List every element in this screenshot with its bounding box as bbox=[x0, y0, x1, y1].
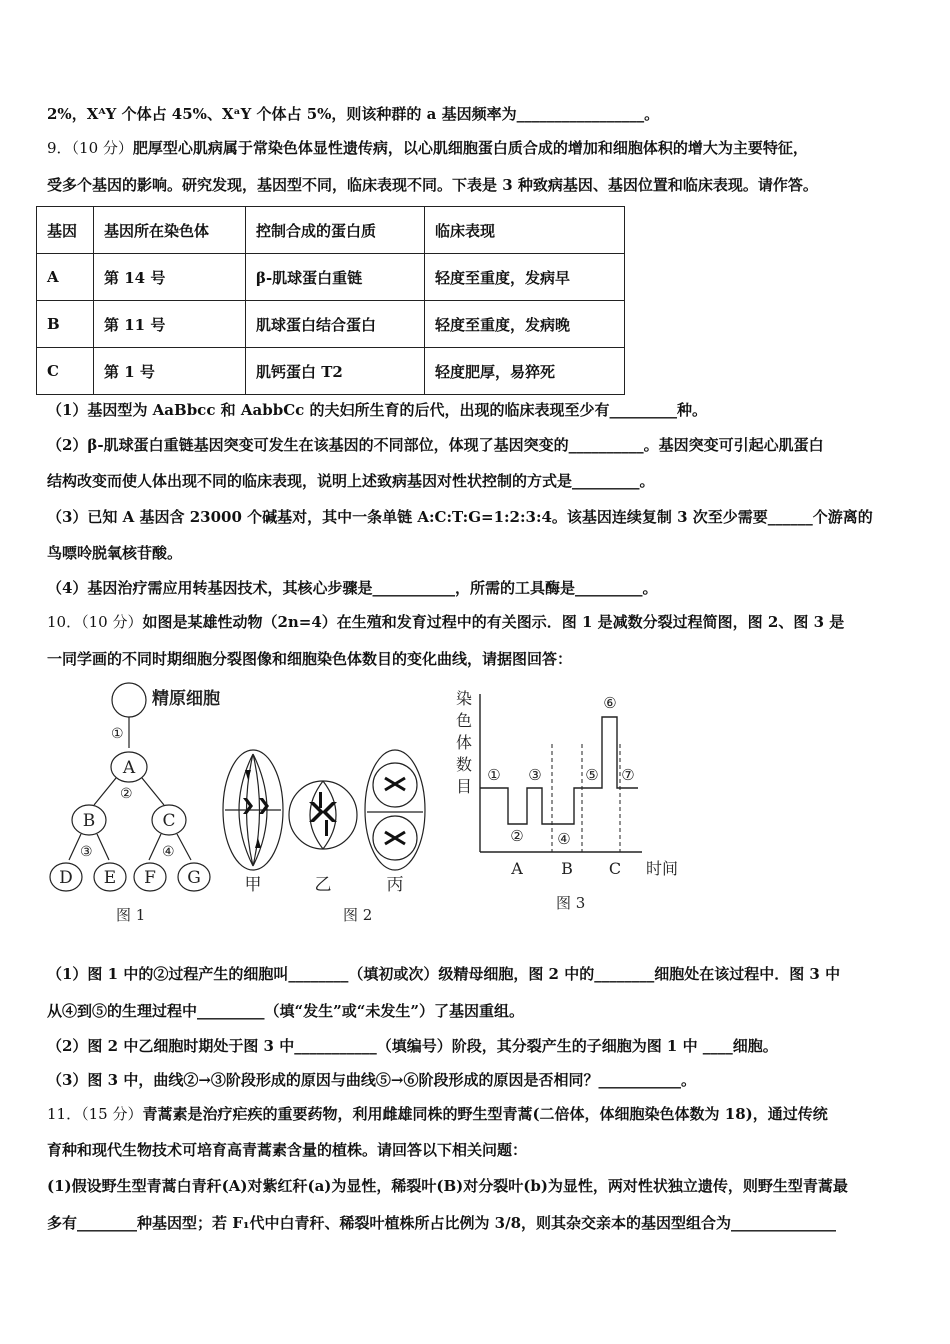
table-header-cell: 基因所在染色体 bbox=[94, 207, 246, 254]
stage-label: ⑤ bbox=[585, 766, 599, 784]
x-tick-label: C bbox=[608, 859, 622, 878]
arrow-line bbox=[94, 778, 116, 805]
chromosome bbox=[255, 838, 261, 848]
y-axis-label-char: 目 bbox=[456, 777, 473, 796]
table-cell: 第 1 号 bbox=[94, 348, 246, 395]
node-label: F bbox=[144, 868, 156, 888]
table-cell: 轻度至重度，发病早 bbox=[425, 254, 625, 301]
y-axis-label-char: 体 bbox=[456, 733, 473, 752]
q9-sub1: （1）基因型为 AaBbcc 和 AabbCc 的夫妇所生育的后代，出现的临床表现至少有_________种。 bbox=[47, 401, 708, 419]
q10-number: 10．（10 分） bbox=[47, 613, 143, 631]
cell-yi bbox=[289, 781, 357, 849]
x-tick-label: B bbox=[561, 859, 573, 878]
q9-sub2-line1: （2）β-肌球蛋白重链基因突变可发生在该基因的不同部位，体现了基因突变的__________。基因突变可引起心肌蛋白 bbox=[47, 436, 824, 454]
q9-sub3-line2: 鸟嘌呤脱氧核苷酸。 bbox=[47, 544, 183, 562]
fig1-step-label: ③ bbox=[80, 844, 93, 860]
q10-stem-line2: 一同学画的不同时期细胞分裂图像和细胞染色体数目的变化曲线，请据图回答： bbox=[47, 650, 573, 668]
spermatogonium-node bbox=[112, 683, 146, 717]
q9-sub2-line2: 结构改变而使人体出现不同的临床表现，说明上述致病基因对性状控制的方式是_________。 bbox=[47, 472, 655, 490]
stage-label: ③ bbox=[528, 766, 542, 784]
table-cell: B bbox=[37, 301, 94, 348]
table-cell: C bbox=[37, 348, 94, 395]
y-axis-label-char: 染 bbox=[456, 689, 473, 708]
x-axis-label: 时间 bbox=[645, 859, 679, 878]
q11-stem-line1 bbox=[47, 1104, 907, 1124]
cell-label: 甲 bbox=[244, 875, 262, 895]
q9-sub3-line1: （3）已知 A 基因含 23000 个碱基对，其中一条单链 A:C:T:G=1:2:3:4。该基因连续复制 3 次至少需要______个游离的 bbox=[47, 508, 873, 526]
fig1-step-label: ① bbox=[111, 726, 124, 742]
q10-sub3: （3）图 3 中，曲线②→③阶段形成的原因与曲线⑤→⑥阶段形成的原因是否相同？___________。 bbox=[47, 1071, 696, 1089]
node-label: D bbox=[59, 868, 73, 888]
chromosome bbox=[319, 792, 322, 808]
stage-label: ② bbox=[510, 827, 524, 845]
stage-label: ⑦ bbox=[621, 766, 635, 784]
stage-label: ① bbox=[487, 766, 501, 784]
table-cell: 第 14 号 bbox=[94, 254, 246, 301]
gene-table bbox=[36, 206, 625, 395]
table-cell: 肌钙蛋白 T2 bbox=[246, 348, 425, 395]
figure-3 bbox=[452, 684, 692, 914]
chromosome-curve bbox=[480, 717, 638, 824]
cell-bing bbox=[365, 750, 425, 870]
fig1-step-label: ④ bbox=[162, 844, 175, 860]
y-axis-label-char: 数 bbox=[456, 755, 473, 774]
y-axis-label-char: 色 bbox=[456, 711, 473, 730]
chromosome bbox=[245, 770, 251, 780]
q10-sub2: （2）图 2 中乙细胞时期处于图 3 中___________（填编号）阶段，其分裂产生的子细胞为图 1 中 ____细胞。 bbox=[47, 1037, 778, 1055]
arrow-line bbox=[142, 778, 164, 805]
table-cell: 轻度至重度，发病晚 bbox=[425, 301, 625, 348]
q11-number: 11．（15 分） bbox=[47, 1105, 143, 1123]
q10-stem-text: 如图是某雄性动物（2n=4）在生殖和发育过程中的有关图示．图 1 是减数分裂过程简图，图 2、图 3 是 bbox=[142, 613, 845, 631]
node-label: G bbox=[187, 868, 201, 888]
cell-label: 丙 bbox=[386, 875, 404, 895]
spindle-fibers bbox=[310, 781, 336, 849]
fig3-caption: 图 3 bbox=[556, 894, 586, 912]
table-cell: 轻度肥厚，易猝死 bbox=[425, 348, 625, 395]
table-header-cell: 控制合成的蛋白质 bbox=[246, 207, 425, 254]
chromosome bbox=[385, 832, 405, 844]
table-cell: β-肌球蛋白重链 bbox=[246, 254, 425, 301]
fig1-caption: 图 1 bbox=[116, 906, 146, 924]
q9-stem-line2: 受多个基因的影响。研究发现，基因型不同，临床表现不同。下表是 3 种致病基因、基因位置和临床表现。请作答。 bbox=[47, 176, 818, 194]
table-header-cell: 基因 bbox=[37, 207, 94, 254]
arrow-line bbox=[97, 834, 109, 860]
x-tick-label: A bbox=[511, 859, 523, 878]
node-label: E bbox=[103, 868, 117, 888]
q10-sub1-line2: 从④到⑤的生理过程中_________（填“发生”或“未发生”）了基因重组。 bbox=[47, 1002, 525, 1020]
table-row bbox=[37, 254, 625, 301]
arrow-line bbox=[177, 834, 191, 860]
stage-label: ④ bbox=[557, 830, 571, 848]
q11-sub1-line2: 多有________种基因型；若 F₁代中白青秆、稀裂叶植株所占比例为 3/8，则其杂交亲本的基因型组合为______________ bbox=[47, 1214, 837, 1232]
q10-sub1-line1: （1）图 1 中的②过程产生的细胞叫________（填初或次）级精母细胞，图 2 中的________细胞处在该过程中．图 3 中 bbox=[47, 965, 841, 983]
q9-sub4: （4）基因治疗需应用转基因技术，其核心步骤是___________，所需的工具酶是_________。 bbox=[47, 579, 658, 597]
table-cell: 第 11 号 bbox=[94, 301, 246, 348]
q11-sub1-line1: (1)假设野生型青蒿白青秆(A)对紫红秆(a)为显性，稀裂叶(B)对分裂叶(b)为显性，两对性状独立遗传，则野生型青蒿最 bbox=[47, 1177, 848, 1195]
q9-number: 9．（10 分） bbox=[47, 139, 133, 157]
table-cell: 肌球蛋白结合蛋白 bbox=[246, 301, 425, 348]
node-label: C bbox=[162, 811, 176, 831]
q11-stem-text: 青蒿素是治疗疟疾的重要药物，利用雌雄同株的野生型青蒿(二倍体，体细胞染色体数为 18)，通过传统 bbox=[142, 1105, 828, 1123]
table-row bbox=[37, 348, 625, 395]
node-label: B bbox=[82, 811, 96, 831]
chromosome bbox=[385, 778, 405, 790]
cell-label: 乙 bbox=[314, 875, 332, 895]
table-cell: A bbox=[37, 254, 94, 301]
fig2-caption: 图 2 bbox=[343, 906, 373, 924]
fig1-title: 精原细胞 bbox=[152, 689, 220, 709]
q11-stem-line2: 育种和现代生物技术可培育高青蒿素含量的植株。请回答以下相关问题： bbox=[47, 1141, 528, 1159]
table-header-row bbox=[37, 207, 625, 254]
chromosome bbox=[325, 820, 328, 836]
q9-stem-text: 肥厚型心肌病属于常染色体显性遗传病，以心肌细胞蛋白质合成的增加和细胞体积的增大为主要特征， bbox=[132, 139, 808, 157]
fig1-step-label: ② bbox=[120, 786, 133, 802]
stage-label: ⑥ bbox=[603, 694, 617, 712]
table-row bbox=[37, 301, 625, 348]
figure-1 bbox=[44, 680, 224, 930]
q9-stem-line1 bbox=[47, 138, 907, 158]
table-header-cell: 临床表现 bbox=[425, 207, 625, 254]
chromosome bbox=[243, 798, 253, 814]
node-label: A bbox=[122, 758, 136, 778]
q8-tail-line: 2%，XᴬY 个体占 45%、XᵃY 个体占 5%，则该种群的 a 基因频率为_________________。 bbox=[47, 105, 660, 123]
q10-stem-line1 bbox=[47, 612, 907, 632]
arrow-line bbox=[149, 834, 161, 860]
figure-2 bbox=[215, 740, 445, 930]
